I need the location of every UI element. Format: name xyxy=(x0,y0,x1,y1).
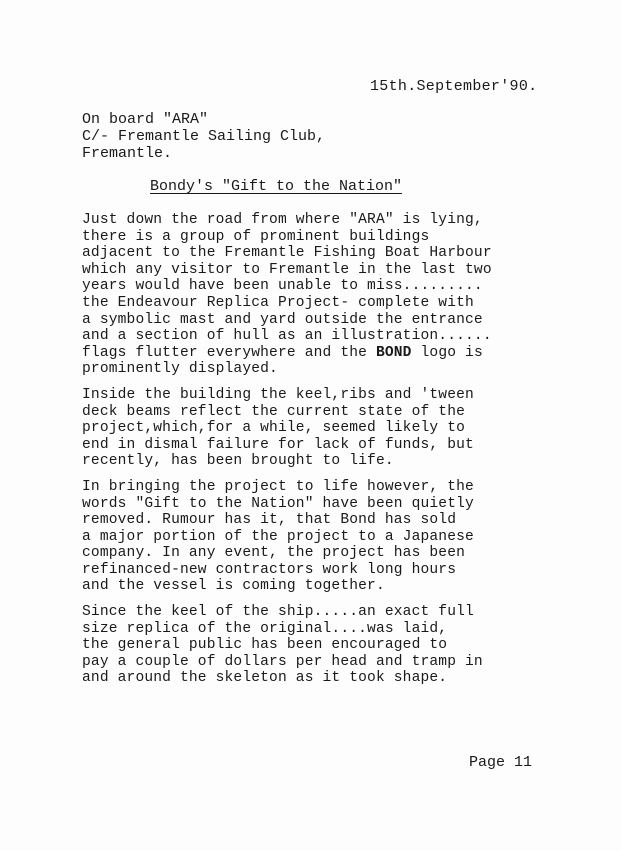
text-line: pay a couple of dollars per head and tramp in xyxy=(82,653,483,670)
text-line: there is a group of prominent buildings xyxy=(82,228,430,245)
text-line: and around the skeleton as it took shape. xyxy=(82,670,448,687)
address-line: C/- Fremantle Sailing Club, xyxy=(82,128,326,145)
paragraph-3 xyxy=(82,479,552,595)
text-line: deck beams reflect the current state of the xyxy=(82,403,466,420)
text-line: words "Gift to the Nation" have been quietly xyxy=(82,495,474,512)
text-line: and a section of hull as an illustration...... xyxy=(82,328,492,345)
text-line: Inside the building the keel,ribs and 'tween xyxy=(82,386,474,403)
text-line: years would have been unable to miss......... xyxy=(82,278,483,295)
text-line: and the vessel is coming together. xyxy=(82,578,385,595)
text-line: Just down the road from where "ARA" is lying, xyxy=(82,212,483,228)
paragraph-2 xyxy=(82,387,552,470)
text-segment: flags flutter everywhere and the xyxy=(82,344,376,361)
text-line: size replica of the original....was laid, xyxy=(82,620,448,637)
text-line-with-bond xyxy=(82,345,552,362)
text-line: adjacent to the Fremantle Fishing Boat Harbour xyxy=(82,245,492,262)
text-line: the Endeavour Replica Project- complete with xyxy=(82,294,474,311)
text-line: prominently displayed. xyxy=(82,361,278,378)
article-title: Bondy's "Gift to the Nation" xyxy=(150,178,403,195)
text-segment: logo is xyxy=(411,344,483,361)
text-line: recently, has been brought to life. xyxy=(82,453,394,470)
text-line: refinanced-new contractors work long hours xyxy=(82,561,457,578)
text-line: a symbolic mast and yard outside the entrance xyxy=(82,311,483,328)
text-line: In bringing the project to life however, the xyxy=(82,478,474,495)
text-line: removed. Rumour has it, that Bond has sold xyxy=(82,512,457,529)
text-line: Since the keel of the ship.....an exact full xyxy=(82,604,474,621)
text-line: company. In any event, the project has been xyxy=(82,545,466,562)
article-body xyxy=(82,212,552,696)
text-line: which any visitor to Fremantle in the last two xyxy=(82,261,492,278)
page-number: Page 11 xyxy=(469,754,533,771)
paragraph-4 xyxy=(82,604,552,687)
letter-date: 15th.September'90. xyxy=(370,78,538,95)
address-line: On board "ARA" xyxy=(82,111,209,128)
text-line: end in dismal failure for lack of funds, but xyxy=(82,436,474,453)
sender-address xyxy=(82,111,325,162)
text-line: a major portion of the project to a Japanese xyxy=(82,528,474,545)
paragraph-1 xyxy=(82,212,552,378)
text-line: the general public has been encouraged to xyxy=(82,637,448,654)
text-line: project,which,for a while, seemed likely to xyxy=(82,420,466,437)
bond-logo-word: BOND xyxy=(375,344,412,361)
address-line: Fremantle. xyxy=(82,145,173,162)
